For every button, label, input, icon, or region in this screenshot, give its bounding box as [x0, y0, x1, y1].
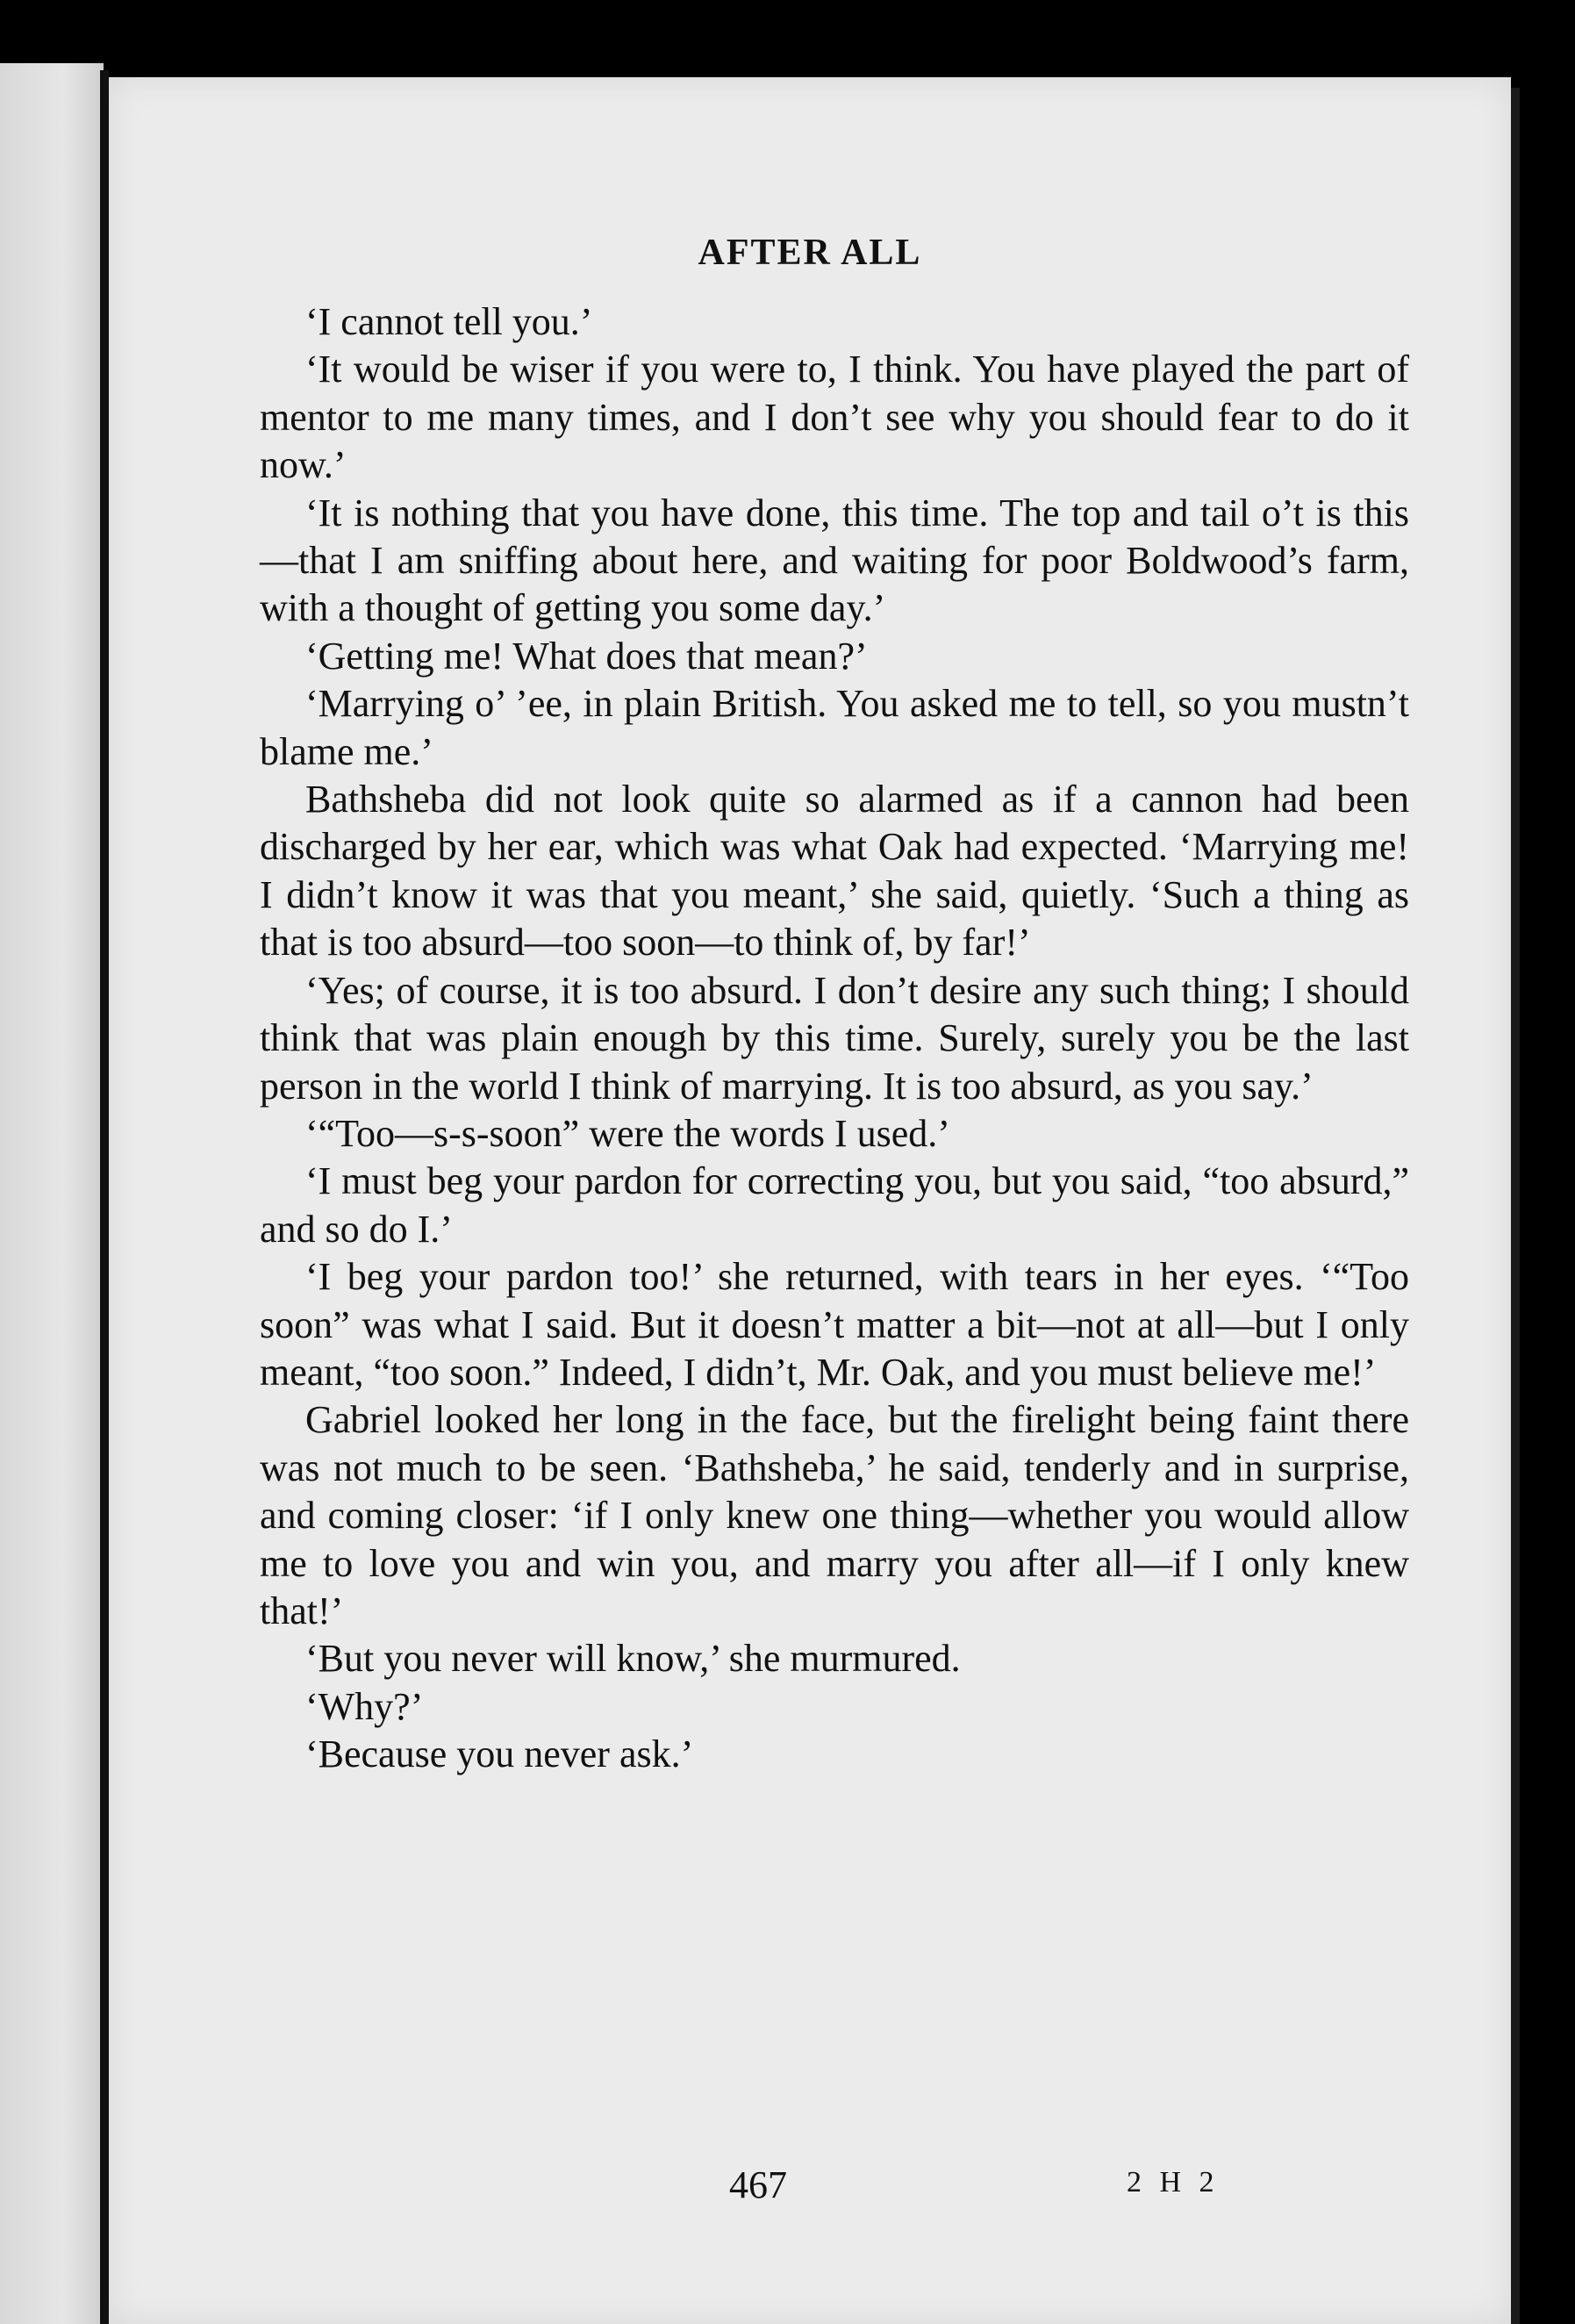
- signature-mark: 2 H 2: [1127, 2166, 1220, 2198]
- page-footer: [109, 2163, 1511, 2215]
- body-text: [260, 298, 1409, 1779]
- paragraph: ‘Because you never ask.’: [305, 1732, 694, 1776]
- paragraph: ‘It would be wiser if you were to, I think. You have played the part of mentor to me many times, and I don’t see why you should fear to do it now.’: [260, 348, 1409, 487]
- gutter-shadow: [100, 70, 109, 2324]
- paragraph: ‘Getting me! What does that mean?’: [305, 634, 868, 678]
- paragraph: ‘“Too—s-s-soon” were the words I used.’: [305, 1111, 950, 1155]
- page-right-edge: [1511, 88, 1520, 2324]
- facing-page-edge: [0, 63, 104, 2324]
- book-page: [109, 77, 1511, 2324]
- paragraph: ‘Yes; of course, it is too absurd. I don’t desire any such thing; I should think that was plain enough by this time. Surely, surely you be the last person in the world I think of marrying. It is too absurd, as you say.’: [260, 968, 1409, 1108]
- paragraph: ‘It is nothing that you have done, this time. The top and tail o’t is this—that I am sniffing about here, and waiting for poor Boldwood’s farm, with a thought of getting you some day.’: [260, 491, 1409, 630]
- paragraph: ‘But you never will know,’ she murmured.: [305, 1637, 961, 1681]
- paragraph: Gabriel looked her long in the face, but the firelight being faint there was not much to be seen. ‘Bathsheba,’ he said, tenderly and in surprise, and coming closer: ‘if I only knew one thing—whether you would allow me to love you and win you, and marry you after all—if I only knew that!’: [260, 1398, 1409, 1632]
- running-head: AFTER ALL: [698, 233, 922, 273]
- page-number: 467: [729, 2163, 787, 2206]
- paragraph: ‘I beg your pardon too!’ she returned, with tears in her eyes. ‘“Too soon” was what I said. But it doesn’t matter a bit—not at all—but I only meant, “too soon.” Indeed, I didn’t, Mr. Oak, and you must believe me!’: [260, 1255, 1409, 1394]
- paragraph: ‘Why?’: [305, 1684, 424, 1728]
- paragraph: ‘I must beg your pardon for correcting you, but you said, “too absurd,” and so do I.’: [260, 1159, 1409, 1251]
- paragraph: ‘Marrying o’ ’ee, in plain British. You asked me to tell, so you mustn’t blame me.’: [260, 682, 1409, 773]
- paragraph: Bathsheba did not look quite so alarmed as if a cannon had been discharged by her ear, which was what Oak had expected. ‘Marrying me! I didn’t know it was that you meant,’ she said, quietly. ‘Such a thing as that is too absurd—too soon—to think of, by far!’: [260, 778, 1409, 965]
- paragraph: ‘I cannot tell you.’: [305, 300, 593, 343]
